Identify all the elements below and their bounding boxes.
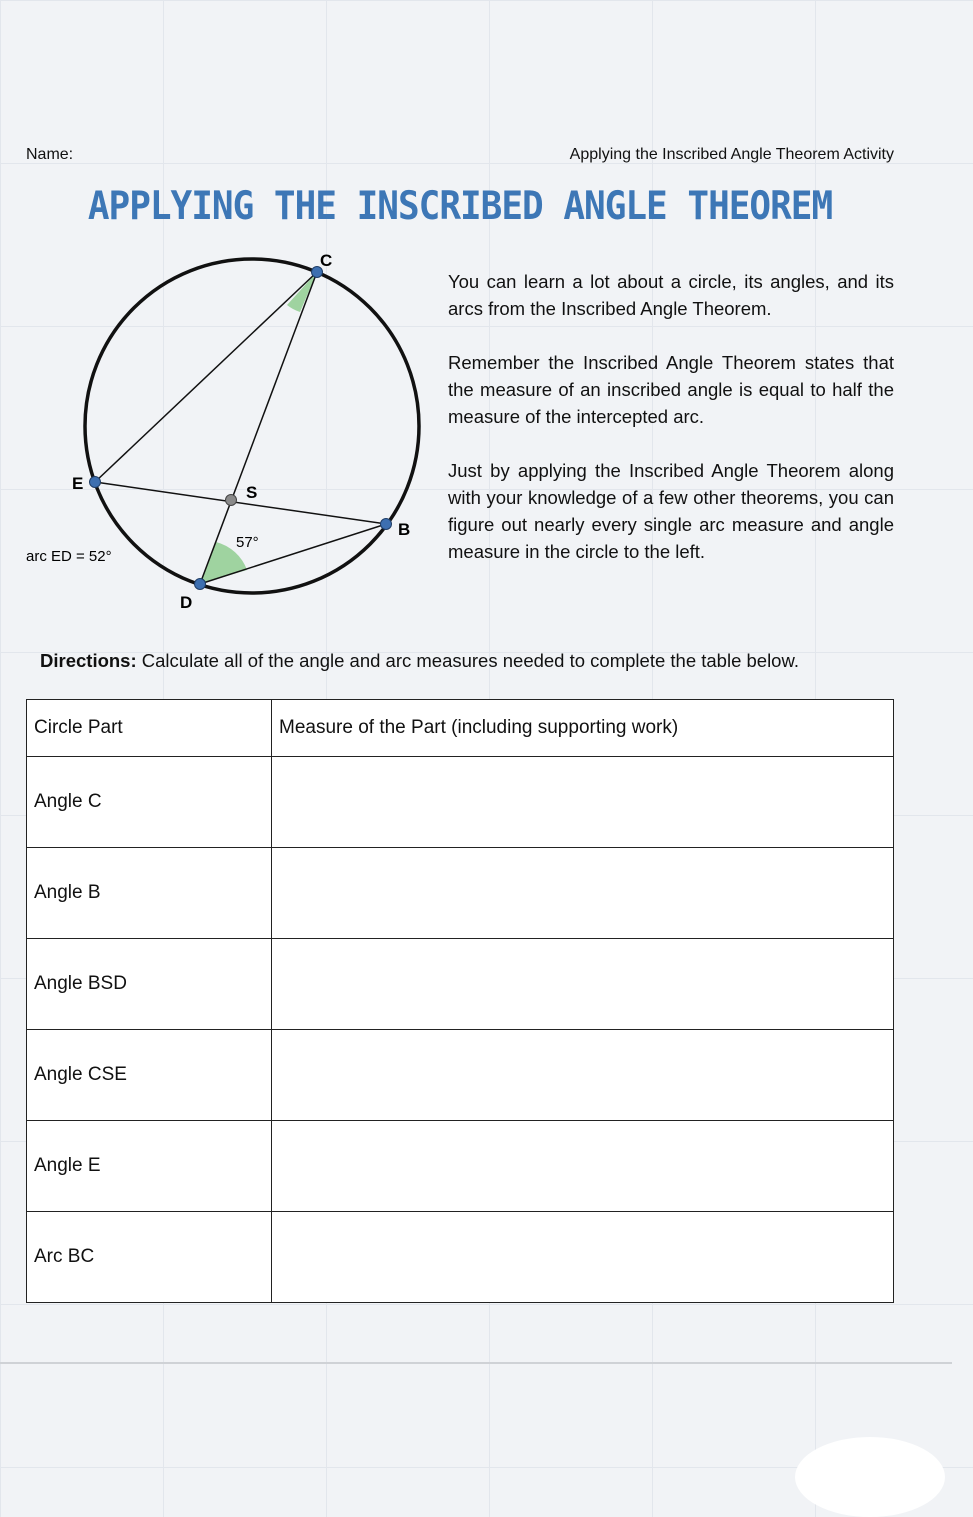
row-label: Angle E — [27, 1121, 272, 1212]
table-header-row — [27, 700, 894, 757]
row-label: Angle BSD — [27, 939, 272, 1030]
answer-cell[interactable] — [272, 757, 894, 848]
table-row — [27, 848, 894, 939]
label-d: D — [180, 593, 193, 612]
directions-label: Directions: — [40, 650, 137, 671]
chord-ec — [95, 272, 317, 482]
corner-overlay — [795, 1437, 945, 1517]
point-s — [226, 495, 237, 506]
activity-title: Applying the Inscribed Angle Theorem Activity — [569, 146, 894, 163]
table-row — [27, 757, 894, 848]
answer-cell[interactable] — [272, 1121, 894, 1212]
directions-text: Calculate all of the angle and arc measures needed to complete the table below. — [136, 650, 799, 671]
chord-eb — [95, 482, 386, 524]
inscribed-angle-diagram — [0, 0, 440, 720]
intro-paragraph: You can learn a lot about a circle, its angles, and its arcs from the Inscribed Angle Theorem. — [448, 271, 894, 319]
answer-cell[interactable] — [272, 939, 894, 1030]
row-label: Angle B — [27, 848, 272, 939]
row-label: Arc BC — [27, 1212, 272, 1303]
label-b: B — [398, 520, 411, 539]
table-row — [27, 1121, 894, 1212]
point-e — [90, 477, 101, 488]
row-label: Angle C — [27, 757, 272, 848]
answer-table — [26, 699, 894, 1303]
directions — [40, 650, 799, 672]
instructions-paragraph: Just by applying the Inscribed Angle Theorem along with your knowledge of a few other theorems, you can figure out nearly every single arc measure and angle measure in the circle to the left. — [448, 460, 894, 562]
header-circle-part: Circle Part — [27, 700, 272, 757]
theorem-paragraph: Remember the Inscribed Angle Theorem states that the measure of an inscribed angle is equal to half the measure of the intercepted arc. — [448, 352, 894, 427]
worksheet-page — [0, 90, 952, 1364]
answer-cell[interactable] — [272, 1030, 894, 1121]
answer-cell[interactable] — [272, 1212, 894, 1303]
header-measure: Measure of the Part (including supporting work) — [272, 700, 894, 757]
table-row — [27, 1212, 894, 1303]
label-e: E — [72, 474, 84, 493]
table-row — [27, 939, 894, 1030]
page-title: APPLYING THE INSCRIBED ANGLE THEOREM — [87, 183, 833, 230]
row-label: Angle CSE — [27, 1030, 272, 1121]
label-c: C — [320, 251, 333, 270]
label-s: S — [246, 483, 258, 502]
point-d — [195, 579, 206, 590]
name-label: Name: — [26, 146, 74, 163]
angle-c-highlight — [287, 272, 317, 312]
answer-cell[interactable] — [272, 848, 894, 939]
angle-label: 57° — [236, 534, 259, 551]
arc-label: arc ED = 52° — [26, 548, 112, 565]
point-b — [381, 519, 392, 530]
table-row — [27, 1030, 894, 1121]
